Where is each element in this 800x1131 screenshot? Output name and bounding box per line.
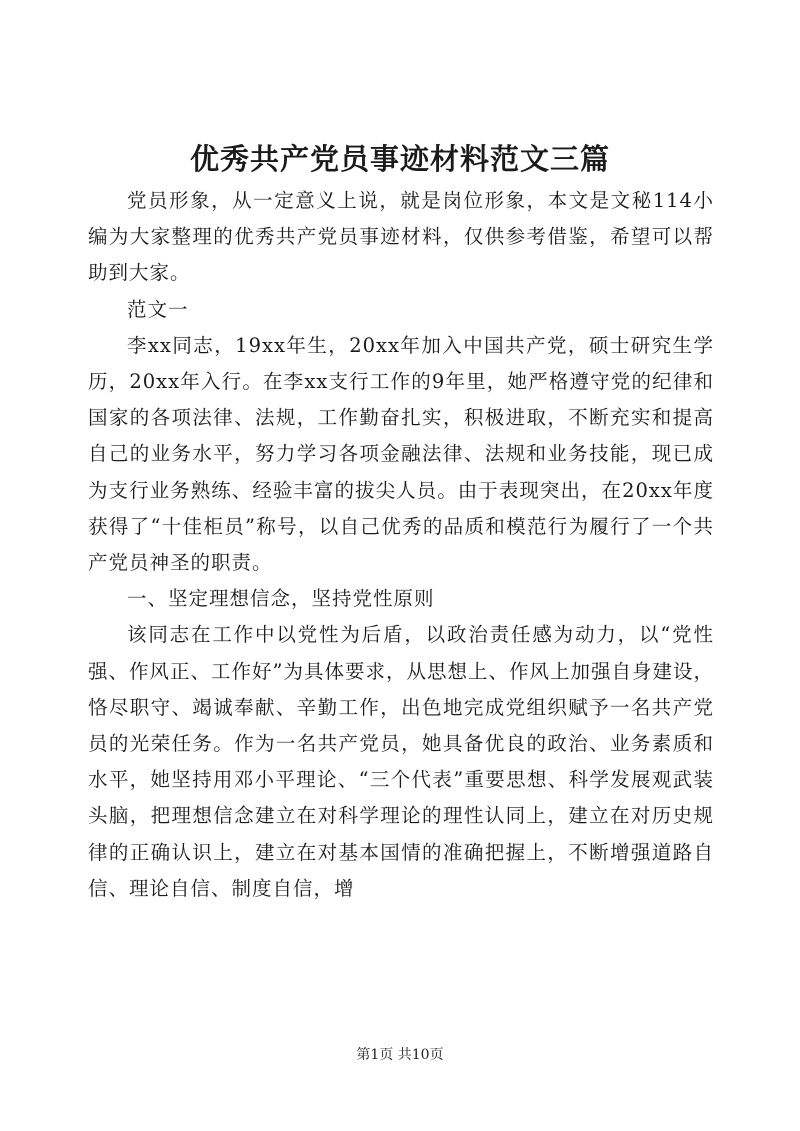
section-label-sample-one: 范文一: [127, 297, 189, 321]
intro-paragraph: 党员形象，从一定意义上说，就是岗位形象，本文是文秘114小编为大家整理的优秀共产党员事迹材料，仅供参考借鉴，希望可以帮助到大家。: [88, 189, 714, 285]
document-body: [88, 183, 714, 907]
profile-paragraph: 李xx同志，19xx年生，20xx年加入中国共产党，硕士研究生学历，20xx年入行。在李xx支行工作的9年里，她严格遵守党的纪律和国家的各项法律、法规，工作勤奋扎实，积极进取，不断充实和提高自己的业务水平，努力学习各项金融法律、法规和业务技能，现已成为支行业务熟练、经验丰富的拔尖人员。由于表现突出，在20xx年度获得了“十佳柜员”称号，以自己优秀的品质和模范行为履行了一个共产党员神圣的职责。: [88, 333, 714, 575]
ideals-paragraph: 该同志在工作中以党性为后盾，以政治责任感为动力，以“党性强、作风正、工作好”为具体要求，从思想上、作风上加强自身建设，恪尽职守、竭诚奉献、辛勤工作，出色地完成党组织赋予一名共产党员的光荣任务。作为一名共产党员，她具备优良的政治、业务素质和水平，她坚持用邓小平理论、“三个代表”重要思想、科学发展观武装头脑，把理想信念建立在对科学理论的理性认同上，建立在对历史规律的正确认识上，建立在对基本国情的准确把握上，不断增强道路自信、理论自信、制度自信，增: [88, 623, 714, 900]
section-heading-ideals: 一、坚定理想信念，坚持党性原则: [127, 587, 435, 611]
page-footer: 第1页 共10页: [356, 1047, 444, 1063]
document-title: 优秀共产党员事迹材料范文三篇: [189, 142, 610, 176]
